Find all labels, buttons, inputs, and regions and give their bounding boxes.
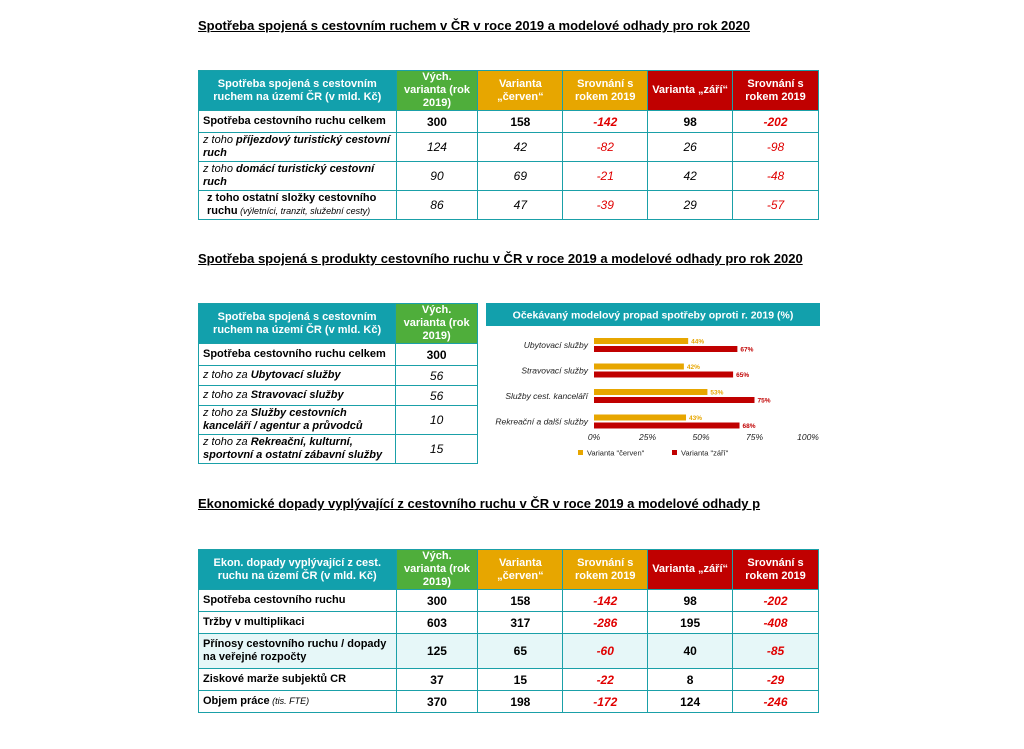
value-cell: 125 <box>396 634 478 669</box>
diff-cell: -202 <box>733 590 819 612</box>
data-label: 68% <box>742 423 756 430</box>
value-cell: 10 <box>396 406 478 435</box>
header-cell: Vých. varianta (rok 2019) <box>396 550 478 590</box>
table-row <box>199 590 819 612</box>
tick-label: 25% <box>638 432 657 442</box>
table-row <box>199 406 478 435</box>
header-cell: Varianta „září“ <box>648 71 733 111</box>
value-cell: 158 <box>478 111 563 133</box>
header-cell: Srovnání s rokem 2019 <box>563 550 648 590</box>
header-cell: Varianta „červen“ <box>478 71 563 111</box>
header-cell: Varianta „červen“ <box>478 550 563 590</box>
category-label: Ubytovací služby <box>523 340 588 350</box>
diff-cell: -60 <box>563 634 648 669</box>
value-cell: 37 <box>396 669 478 691</box>
table-header-row <box>199 304 478 344</box>
value-cell: 98 <box>648 111 733 133</box>
row-label-prefix: z toho za <box>203 436 251 448</box>
diff-cell: -98 <box>733 133 819 162</box>
products-table <box>198 303 478 464</box>
table-row <box>199 344 478 366</box>
row-label <box>199 435 396 464</box>
row-label <box>199 386 396 406</box>
data-label: 65% <box>736 372 750 379</box>
consumption-table <box>198 70 819 220</box>
table-row <box>199 111 819 133</box>
table-row <box>199 133 819 162</box>
row-label-note: (výletníci, tranzit, služební cesty) <box>237 206 371 216</box>
value-cell: 56 <box>396 366 478 386</box>
category-label: Stravovací služby <box>521 365 588 376</box>
diff-cell: -21 <box>563 162 648 191</box>
header-cell: Srovnání s rokem 2019 <box>733 550 819 590</box>
row-label-strong: z toho ostatní složky cestovního ruchu <box>207 192 377 217</box>
data-label: 75% <box>757 397 771 405</box>
value-cell: 26 <box>648 133 733 162</box>
data-label: 43% <box>689 415 703 422</box>
row-label-strong: Rekreační, kulturní, sportovní a ostatní zábavní služby <box>203 436 383 461</box>
row-label: Spotřeba cestovního ruchu <box>199 590 397 612</box>
value-cell: 300 <box>396 344 478 366</box>
bar <box>594 415 686 421</box>
data-label: 67% <box>740 346 754 354</box>
bar <box>594 397 755 403</box>
bar <box>594 346 737 352</box>
header-cell: Srovnání s rokem 2019 <box>563 71 648 111</box>
tick-label: 75% <box>745 432 764 442</box>
row-label-prefix: z toho za <box>203 369 251 381</box>
table-row <box>199 435 478 464</box>
value-cell: 124 <box>648 691 733 713</box>
value-cell: 65 <box>478 634 563 669</box>
row-label: Ziskové marže subjektů CR <box>199 669 397 691</box>
tick-label: 50% <box>692 432 710 442</box>
diff-cell: -172 <box>563 691 648 713</box>
row-label <box>199 162 397 191</box>
bar <box>594 364 684 370</box>
row-label-prefix: z toho za <box>203 389 251 401</box>
legend-swatch <box>578 450 583 455</box>
decline-chart <box>486 303 820 465</box>
value-cell: 317 <box>478 612 563 634</box>
row-label-strong: domácí turistický cestovní ruch <box>203 163 375 188</box>
header-cell: Spotřeba spojená s cestovním ruchem na území ČR (v mld. Kč) <box>199 71 397 111</box>
table-row <box>199 634 819 669</box>
row-label-strong: Stravovací služby <box>250 389 344 401</box>
row-label <box>199 133 397 162</box>
value-cell: 300 <box>396 590 478 612</box>
row-label: Tržby v multiplikaci <box>199 612 397 634</box>
value-cell: 86 <box>396 191 478 220</box>
row-label-prefix: z toho za <box>203 407 251 419</box>
table-row <box>199 691 819 713</box>
table-row <box>199 162 819 191</box>
row-label-strong: Objem práce <box>203 695 270 707</box>
table-row <box>199 612 819 634</box>
diff-cell: -202 <box>733 111 819 133</box>
value-cell: 603 <box>396 612 478 634</box>
row-label-strong: příjezdový turistický cestovní ruch <box>203 134 391 159</box>
value-cell: 300 <box>396 111 478 133</box>
diff-cell: -142 <box>563 590 648 612</box>
value-cell: 29 <box>648 191 733 220</box>
tick-label: 0% <box>587 432 601 442</box>
diff-cell: -57 <box>733 191 819 220</box>
header-cell: Ekon. dopady vyplývající z cest. ruchu na území ČR (v mld. Kč) <box>199 550 397 590</box>
row-label-strong: Spotřeba cestovního ruchu celkem <box>203 115 386 127</box>
table-header-row <box>199 71 819 111</box>
table-row <box>199 366 478 386</box>
section1-title: Spotřeba spojená s cestovním ruchem v ČR v roce 2019 a modelové odhady pro rok 2020 <box>198 18 750 33</box>
diff-cell: -82 <box>563 133 648 162</box>
table-row <box>199 191 819 220</box>
diff-cell: -286 <box>563 612 648 634</box>
row-label <box>199 406 396 435</box>
value-cell: 40 <box>648 634 733 669</box>
category-label: Služby cest. kanceláří <box>505 391 588 401</box>
diff-cell: -48 <box>733 162 819 191</box>
legend-swatch <box>672 450 677 455</box>
table-header-row <box>199 550 819 590</box>
value-cell: 198 <box>478 691 563 713</box>
chart-title: Očekávaný modelový propad spotřeby oproti r. 2019 (%) <box>512 309 794 322</box>
header-cell: Spotřeba spojená s cestovním ruchem na území ČR (v mld. Kč) <box>199 304 396 344</box>
diff-cell: -85 <box>733 634 819 669</box>
legend-label: Varianta "červen" <box>587 448 645 458</box>
row-label <box>199 366 396 386</box>
row-label-strong: Spotřeba cestovního ruchu celkem <box>203 348 386 360</box>
header-cell: Varianta „září“ <box>648 550 733 590</box>
row-label-prefix: z toho <box>203 134 237 146</box>
header-cell: Vých. varianta (rok 2019) <box>396 71 478 111</box>
bar <box>594 338 688 344</box>
value-cell: 69 <box>478 162 563 191</box>
header-cell: Vých. varianta (rok 2019) <box>396 304 478 344</box>
value-cell: 124 <box>396 133 478 162</box>
row-label <box>199 111 397 133</box>
value-cell: 158 <box>478 590 563 612</box>
row-label <box>199 691 397 713</box>
diff-cell: -22 <box>563 669 648 691</box>
row-label <box>199 191 397 220</box>
value-cell: 47 <box>478 191 563 220</box>
value-cell: 56 <box>396 386 478 406</box>
data-label: 53% <box>710 389 724 397</box>
row-label-strong: Ubytovací služby <box>250 369 341 381</box>
data-label: 44% <box>691 338 705 346</box>
value-cell: 370 <box>396 691 478 713</box>
bar <box>594 372 733 378</box>
bar <box>594 423 740 429</box>
header-cell: Srovnání s rokem 2019 <box>733 71 819 111</box>
section3-title: Ekonomické dopady vyplývající z cestovního ruchu v ČR v roce 2019 a modelové odhady p <box>198 496 761 511</box>
value-cell: 98 <box>648 590 733 612</box>
row-label <box>199 344 396 366</box>
legend-label: Varianta "září" <box>681 448 729 458</box>
row-label-note: (tis. FTE) <box>269 696 310 706</box>
value-cell: 90 <box>396 162 478 191</box>
table-row <box>199 386 478 406</box>
section2-title: Spotřeba spojená s produkty cestovního ruchu v ČR v roce 2019 a modelové odhady pro rok 2020 <box>198 251 803 266</box>
value-cell: 195 <box>648 612 733 634</box>
impacts-table <box>198 549 819 713</box>
category-label: Rekreační a další služby <box>495 416 588 427</box>
value-cell: 42 <box>648 162 733 191</box>
diff-cell: -142 <box>563 111 648 133</box>
value-cell: 42 <box>478 133 563 162</box>
row-label: Přínosy cestovního ruchu / dopady na veřejné rozpočty <box>199 634 397 669</box>
value-cell: 8 <box>648 669 733 691</box>
row-label-strong: Služby cestovních kanceláří / agentur a průvodců <box>203 407 363 432</box>
value-cell: 15 <box>396 435 478 464</box>
tick-label: 100% <box>797 432 819 442</box>
row-label-prefix: z toho <box>203 163 237 175</box>
diff-cell: -39 <box>563 191 648 220</box>
data-label: 42% <box>686 364 700 371</box>
diff-cell: -246 <box>733 691 819 713</box>
value-cell: 15 <box>478 669 563 691</box>
diff-cell: -29 <box>733 669 819 691</box>
bar <box>594 389 707 395</box>
table-row <box>199 669 819 691</box>
diff-cell: -408 <box>733 612 819 634</box>
